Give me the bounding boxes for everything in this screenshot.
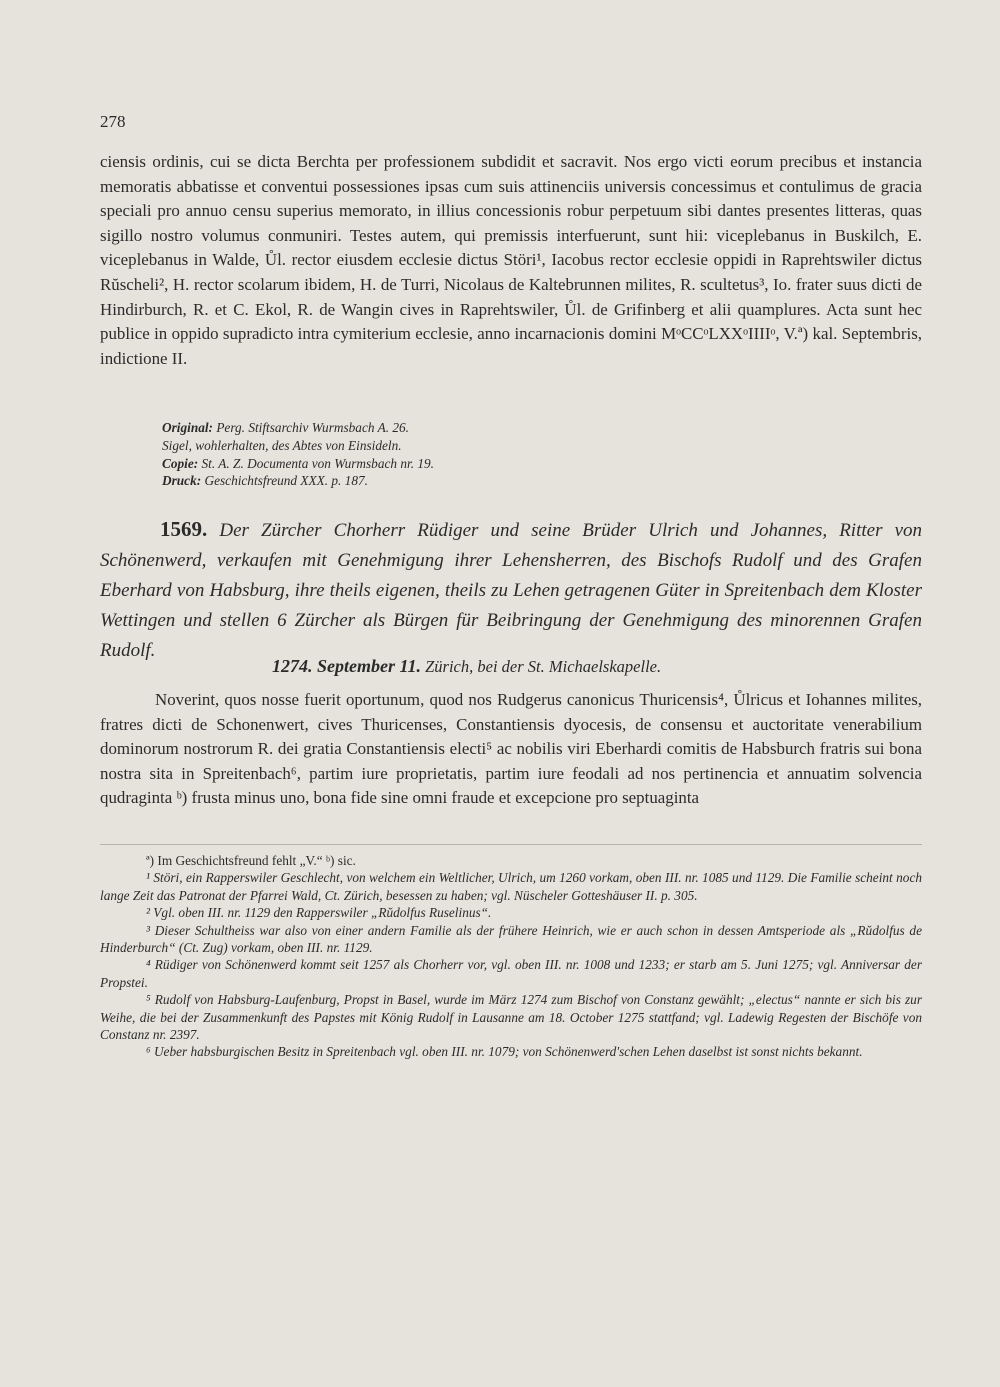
dateline	[272, 656, 661, 677]
source-notes	[162, 419, 862, 490]
footnote: ¹ Störi, ein Rapperswiler Geschlecht, von welchem ein Weltlicher, Ulrich, um 1260 vorkam, oben III. nr. 1085 und 1129. Die Familie scheint noch lange Zeit das Patronat der Pfarrei Wald, Ct. Zürich, besessen zu haben; vgl. Nüscheler Gotteshäuser II. p. 305.	[100, 870, 922, 903]
charter-text	[100, 688, 922, 811]
charter-text-continuation	[100, 150, 922, 371]
source-text: Geschichtsfreund XXX. p. 187.	[204, 473, 368, 489]
footnote: ⁶ Ueber habsburgischen Besitz in Spreitenbach vgl. oben III. nr. 1079; von Schönenwerd'schen Lehen daselbst ist sonst nichts bekannt.	[146, 1044, 863, 1060]
source-text: St. A. Z. Documenta von Wurmsbach nr. 19.	[201, 455, 434, 471]
footnote: ³ Dieser Schultheiss war also von einer andern Familie als der frühere Heinrich, wie er auch schon in dessen Amtsperiode als „Rŭdolfus de Hinderburch“ (Ct. Zug) vorkam, oben III. nr. 1129.	[100, 922, 922, 956]
dateline-place: Zürich, bei der St. Michaelskapelle.	[425, 657, 662, 676]
footnotes	[100, 852, 922, 1061]
footnote: ⁴ Rüdiger von Schönenwerd kommt seit 1257 als Chorherr vor, vgl. oben III. nr. 1008 und 1233; er starb am 5. Juni 1275; vgl. Anniversar der Propstei.	[100, 957, 922, 990]
footnote: ² Vgl. oben III. nr. 1129 den Rapperswiler „Rŭdolfus Ruselinus“.	[146, 905, 492, 921]
paragraph-1: ciensis ordinis, cui se dicta Berchta per professionem subdidit et sacravit. Nos ergo victi eorum precibus et instancia memoratis abbatisse et conventui possessiones ipsas cum suis attinenciis universis concessimus et contulimus de gracia speciali pro annuo censu superius memorato, in illius concessionis robur perpetuum sibi dantes presentes litteras, quas sigillo nostro volumus conmuniri. Testes autem, qui premissis interfuerunt, sunt hii: viceplebanus in Buskilch, E. viceplebanus in Walde, Ůl. rector eiusdem ecclesie dictus Störi¹, Iacobus rector ecclesie oppidi in Raprehtswiler dictus Rŭscheli², H. rector scolarum ibidem, H. de Turri, Nicolaus de Kaltebrunnen milites, R. scultetus³, Io. frater suus dicti de Hindirburch, R. et C. Ekol, R. de Wangin cives in Raprehtswiler, Ůl. de Grifinberg et alii quamplures. Acta sunt hec publice in oppido supradicto intra cymiterium ecclesie, anno incarnacionis domini MᵒCCᵒLXXᵒIIIIᵒ, V.ª) kal. Septembris, indictione II.	[100, 152, 922, 368]
source-text: Perg. Stiftsarchiv Wurmsbach A. 26.	[216, 420, 409, 435]
page-number: 278	[100, 112, 126, 131]
source-text: Sigel, wohlerhalten, des Abtes von Einsideln.	[162, 437, 402, 453]
footnote-divider	[100, 844, 922, 845]
paragraph-2: Noverint, quos nosse fuerit oportunum, quod nos Rudgerus canonicus Thuricensis⁴, Ůlricus et Iohannes milites, fratres dicti de Schonenwert, cives Thuricenses, Constantiensis dyocesis, de consensu et auctoritate venerabilium dominorum nostrorum R. dei gratia Constantiensis electi⁵ ac nobilis viri Eberhardi comitis de Habsburch fratris sui bona nostra sita in Spreitenbach⁶, partim iure proprietatis, partim iure feodali ad nos pertinencia et annuatim solvencia qudraginta ᵇ) frusta minus uno, bona fide sine omni fraude et excepcione pro septuaginta	[100, 690, 922, 808]
source-label: Copie:	[162, 455, 199, 471]
source-line	[162, 419, 862, 437]
source-label: Original:	[162, 420, 213, 435]
source-line	[162, 472, 862, 490]
footnote: ⁵ Rudolf von Habsburg-Laufenburg, Propst in Basel, wurde im März 1274 zum Bischof von Constanz gewählt; „electus“ nannte er sich bis zur Weihe, die bei der Zusammenkunft des Papstes mit König Rudolf in Lausanne am 18. October 1275 stattfand; vgl. Ladewig Regesten der Bischöfe von Constanz nr. 2397.	[100, 992, 922, 1043]
document-heading	[100, 514, 922, 666]
source-label: Druck:	[162, 473, 202, 489]
footnote: ª) Im Geschichtsfreund fehlt „V.“ ᵇ) sic.	[146, 853, 356, 868]
source-line	[162, 455, 862, 473]
document-number: 1569.	[160, 517, 208, 541]
dateline-date: 1274. September 11.	[272, 656, 421, 676]
source-line	[162, 437, 862, 455]
document-summary: Der Zürcher Chorherr Rüdiger und seine Brüder Ulrich und Johannes, Ritter von Schönenwerd, verkaufen mit Genehmigung ihrer Lehensherren, des Bischofs Rudolf und des Grafen Eberhard von Habsburg, ihre theils eigenen, theils zu Lehen getragenen Güter in Spreitenbach dem Kloster Wettingen und stellen 6 Zürcher als Bürgen für Beibringung der Genehmigung des minorennen Grafen Rudolf.	[100, 520, 923, 661]
